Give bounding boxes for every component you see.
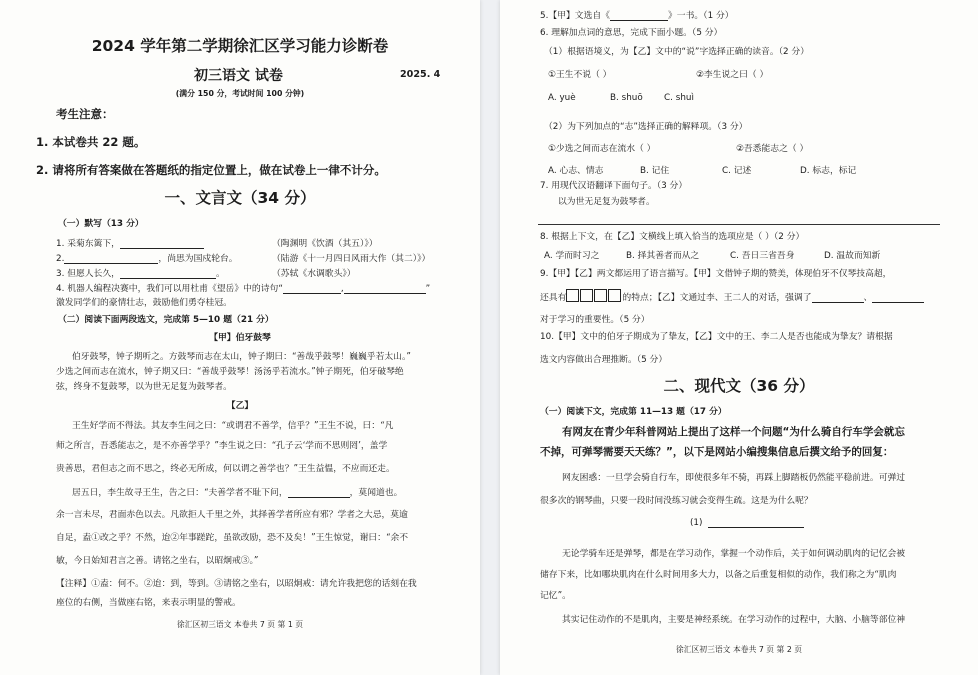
question-9-end: 对于学习的重要性。（5 分） — [540, 315, 650, 325]
question-5-end: 》一书。（1 分） — [667, 11, 734, 21]
question-10-cont: 选文内容做出合理推断。（5 分） — [540, 355, 668, 365]
notice-item-1: 1. 本试卷共 22 题。 — [36, 135, 146, 149]
question-2-text: ，尚思为国戍轮台。 — [158, 254, 238, 264]
passage-line: 少选之间而志在流水，钟子期又曰：“善哉乎鼓琴！汤汤乎若流水。”钟子期死，伯牙破琴绝 — [56, 367, 404, 377]
passage-line: 伯牙鼓琴，钟子期听之。方鼓琴而志在太山，钟子期曰：“善哉乎鼓琴！巍巍乎若太山。” — [72, 352, 411, 362]
question-3-end: 。 — [215, 269, 225, 279]
notice-title: 考生注意： — [56, 107, 114, 121]
question-3 — [56, 266, 225, 279]
passage-line: 王生好学而不得法。其友李生问之曰：“或谓君不善学，信乎？”王生不说，曰：“凡 — [72, 421, 394, 431]
section-title-modern: 二、现代文（36 分） — [663, 377, 815, 395]
subheading-number: (1) — [690, 518, 703, 528]
passage-text: 居五日，李生故寻王生，告之曰：“夫善学者不耻下问， — [72, 488, 288, 498]
option-item: C. 吾日三省吾身 — [730, 251, 795, 261]
question-1-source: （陶渊明《饮酒（其五）》） — [272, 239, 378, 249]
passage-line: 网友困惑：一旦学会骑自行车，即使很多年不骑，再踩上脚踏板仍然能平稳前进。可弹过 — [562, 473, 906, 483]
option-item: B. 记住 — [640, 166, 670, 176]
passage-line: 很多次的钢琴曲，只要一段时间没练习就会变得生疏。这是为什么呢？ — [540, 496, 813, 506]
answer-blank[interactable] — [610, 10, 668, 21]
passage-line: 敏，今日始知君言之善。请铭之坐右，以昭炯戒③。” — [56, 556, 259, 566]
passage-line: 弦，终身不复鼓琴，以为世无足复为鼓琴者。 — [56, 382, 232, 392]
page-footer: 徐汇区初三语文 本卷共 7 页 第 1 页 — [176, 620, 304, 629]
intro-line: 不掉，可弹琴需要天天练？”，以下是网站小编搜集信息后撰文给予的回复： — [540, 446, 894, 458]
passage-line: 无论学骑车还是弹琴，都是在学习动作，掌握一个动作后，关于如何调动肌肉的记忆会被 — [562, 549, 906, 559]
option-item: D. 温故而知新 — [824, 251, 881, 261]
option-item: A. 学而时习之 — [544, 251, 600, 261]
question-1 — [56, 236, 204, 249]
passage-text: ，莫闻道也。 — [349, 488, 403, 498]
question-6: 6. 理解加点词的意思，完成下面小题。（5 分） — [540, 28, 723, 38]
question-3-text: 3. 但愿人长久， — [56, 269, 120, 279]
option-item: B. 择其善者而从之 — [626, 251, 700, 261]
question-9: 9.【甲】【乙】两文都运用了语言描写。【甲】文借钟子期的赞美，体现伯牙不仅琴技高超， — [540, 269, 892, 279]
question-9-text: 还具有 — [540, 293, 567, 303]
option-item: B. shuō — [610, 93, 643, 103]
answer-box[interactable] — [608, 289, 621, 302]
option-item: A. 心志、情志 — [548, 166, 604, 176]
option-item: A. yuè — [548, 93, 576, 103]
answer-box[interactable] — [580, 289, 593, 302]
question-5-text: 5.【甲】文选自《 — [540, 11, 610, 21]
answer-blank[interactable] — [288, 487, 350, 498]
question-6-1-item: ②李生说之曰（ ） — [696, 70, 769, 80]
exam-subtitle: 初三语文 试卷 — [194, 68, 283, 84]
passage-line: 储存下来，比如哪块肌肉在什么时间用多大力，以备之后重复相似的动作，我们称之为“肌肉 — [540, 570, 897, 580]
question-10: 10.【甲】文中的伯牙子期成为了挚友，【乙】文中的王、李二人是否也能成为挚友？请根据 — [540, 332, 893, 342]
passage-line: 师之所言，吾悉能志之，是不亦善学乎？”李生说之曰：“孔子云‘学而不思则罔’，盖学 — [56, 441, 388, 451]
question-1-text: 1. 采菊东篱下， — [56, 239, 120, 249]
question-9-text: 的特点；【乙】文通过李、王二人的对话，强调了 — [622, 293, 812, 303]
answer-blank[interactable] — [872, 292, 924, 303]
answer-box[interactable] — [566, 289, 579, 302]
intro-line: 有网友在青少年科普网站上提出了这样一个问题“为什么骑自行车学会就忘 — [562, 426, 905, 438]
question-5 — [540, 8, 734, 21]
passage-line: 贵善思，君但志之而不思之，终必无所成，何以谓之善学也？”王生益愠，不应而还走。 — [56, 464, 395, 474]
score-note: (满分 150 分，考试时间 100 分钟) — [175, 89, 305, 98]
question-4-cont: 激发同学们的豪情壮志，鼓励他们勇夺桂冠。 — [56, 298, 232, 308]
subheading-blank — [690, 517, 804, 528]
question-6-2: （2）为下列加点的“志”选择正确的解释项。（3 分） — [544, 122, 748, 132]
question-4-end: ” — [425, 284, 431, 294]
question-8: 8. 根据上下文，在【乙】文横线上填入恰当的选项应是（ ）（2 分） — [540, 232, 805, 242]
question-6-1-item: ①王生不说（ ） — [548, 70, 612, 80]
part-title-dictation: （一）默写（13 分） — [58, 219, 144, 229]
option-item: C. 记述 — [722, 166, 752, 176]
page-footer: 徐汇区初三语文 本卷共 7 页 第 2 页 — [675, 645, 803, 654]
answer-line[interactable] — [538, 224, 940, 225]
passage-jia-title: 【甲】伯牙鼓琴 — [209, 333, 271, 343]
exam-title: 2024 学年第二学期徐汇区学习能力诊断卷 — [91, 37, 389, 55]
passage-line — [72, 485, 402, 498]
exam-page-1 — [0, 0, 480, 675]
passage-line: 记忆”。 — [540, 591, 571, 601]
notice-item-2: 2. 请将所有答案做在答题纸的指定位置上，做在试卷上一律不计分。 — [36, 163, 386, 177]
answer-blank[interactable] — [283, 283, 341, 294]
question-2-number: 2. — [56, 254, 65, 264]
question-3-source: （苏轼《水调歌头》） — [272, 269, 356, 279]
question-2 — [56, 251, 238, 264]
passage-line: 余一言未尽，君面赤色以去。凡欲拒人千里之外，其择善学者所应有邪？学者之大忌，莫逾 — [56, 510, 408, 520]
question-2-source: （陆游《十一月四日风雨大作（其二）》） — [272, 254, 431, 264]
question-9-sep: 、 — [863, 293, 873, 303]
question-6-2-item: ②吾悉能志之（ ） — [736, 144, 809, 154]
question-7: 7. 用现代汉语翻译下面句子。（3 分） — [540, 181, 688, 191]
section-title-classical: 一、文言文（34 分） — [164, 189, 316, 207]
question-6-2-item: ①少选之间而志在流水（ ） — [548, 144, 656, 154]
passage-line: 其实记住动作的不是肌肉，主要是神经系统。在学习动作的过程中，大脑、小脑等部位神 — [562, 615, 906, 625]
question-4-text: 4. 机器人编程决赛中，我们可以用杜甫《望岳》中的诗句“ — [56, 284, 283, 294]
option-item: D. 标志，标记 — [800, 166, 857, 176]
option-item: C. shuì — [664, 93, 694, 103]
question-4: 4. 机器人编程决赛中，我们可以用杜甫《望岳》中的诗句“ , ” — [56, 284, 431, 294]
answer-blank[interactable] — [120, 268, 216, 279]
question-7-sentence: 以为世无足复为鼓琴者。 — [558, 197, 655, 207]
exam-date: 2025. 4 — [400, 69, 441, 80]
question-6-1: （1）根据语境义，为【乙】文中的“说”字选择正确的读音。（2 分） — [544, 47, 810, 57]
passage-yi-title: 【乙】 — [226, 401, 254, 411]
answer-blank[interactable] — [812, 292, 864, 303]
annotation-line: 座位的右侧，当做座右铭，来表示明显的警戒。 — [56, 598, 241, 608]
answer-box[interactable] — [594, 289, 607, 302]
answer-blank[interactable] — [64, 253, 158, 264]
answer-blank[interactable] — [120, 238, 204, 249]
annotation-line: 【注释】①盍：何不。②迨：到，等到。③请铭之坐右，以昭炯戒：请允许我把您的话刻在我 — [56, 579, 417, 589]
answer-blank[interactable] — [708, 517, 804, 528]
answer-blank[interactable] — [344, 283, 426, 294]
question-9-line — [540, 289, 924, 303]
passage-line: 自足，盍①改之乎？不然，迨②年事蹉跎，虽欲改励，恐不及矣！”王生惊觉，谢曰：“余不 — [56, 533, 409, 543]
part-title-reading: （二）阅读下面两段选文，完成第 5—10 题（21 分） — [58, 315, 274, 325]
part-title-modern-reading: （一）阅读下文，完成第 11—13 题（17 分） — [540, 407, 727, 417]
exam-page-2 — [500, 0, 978, 675]
